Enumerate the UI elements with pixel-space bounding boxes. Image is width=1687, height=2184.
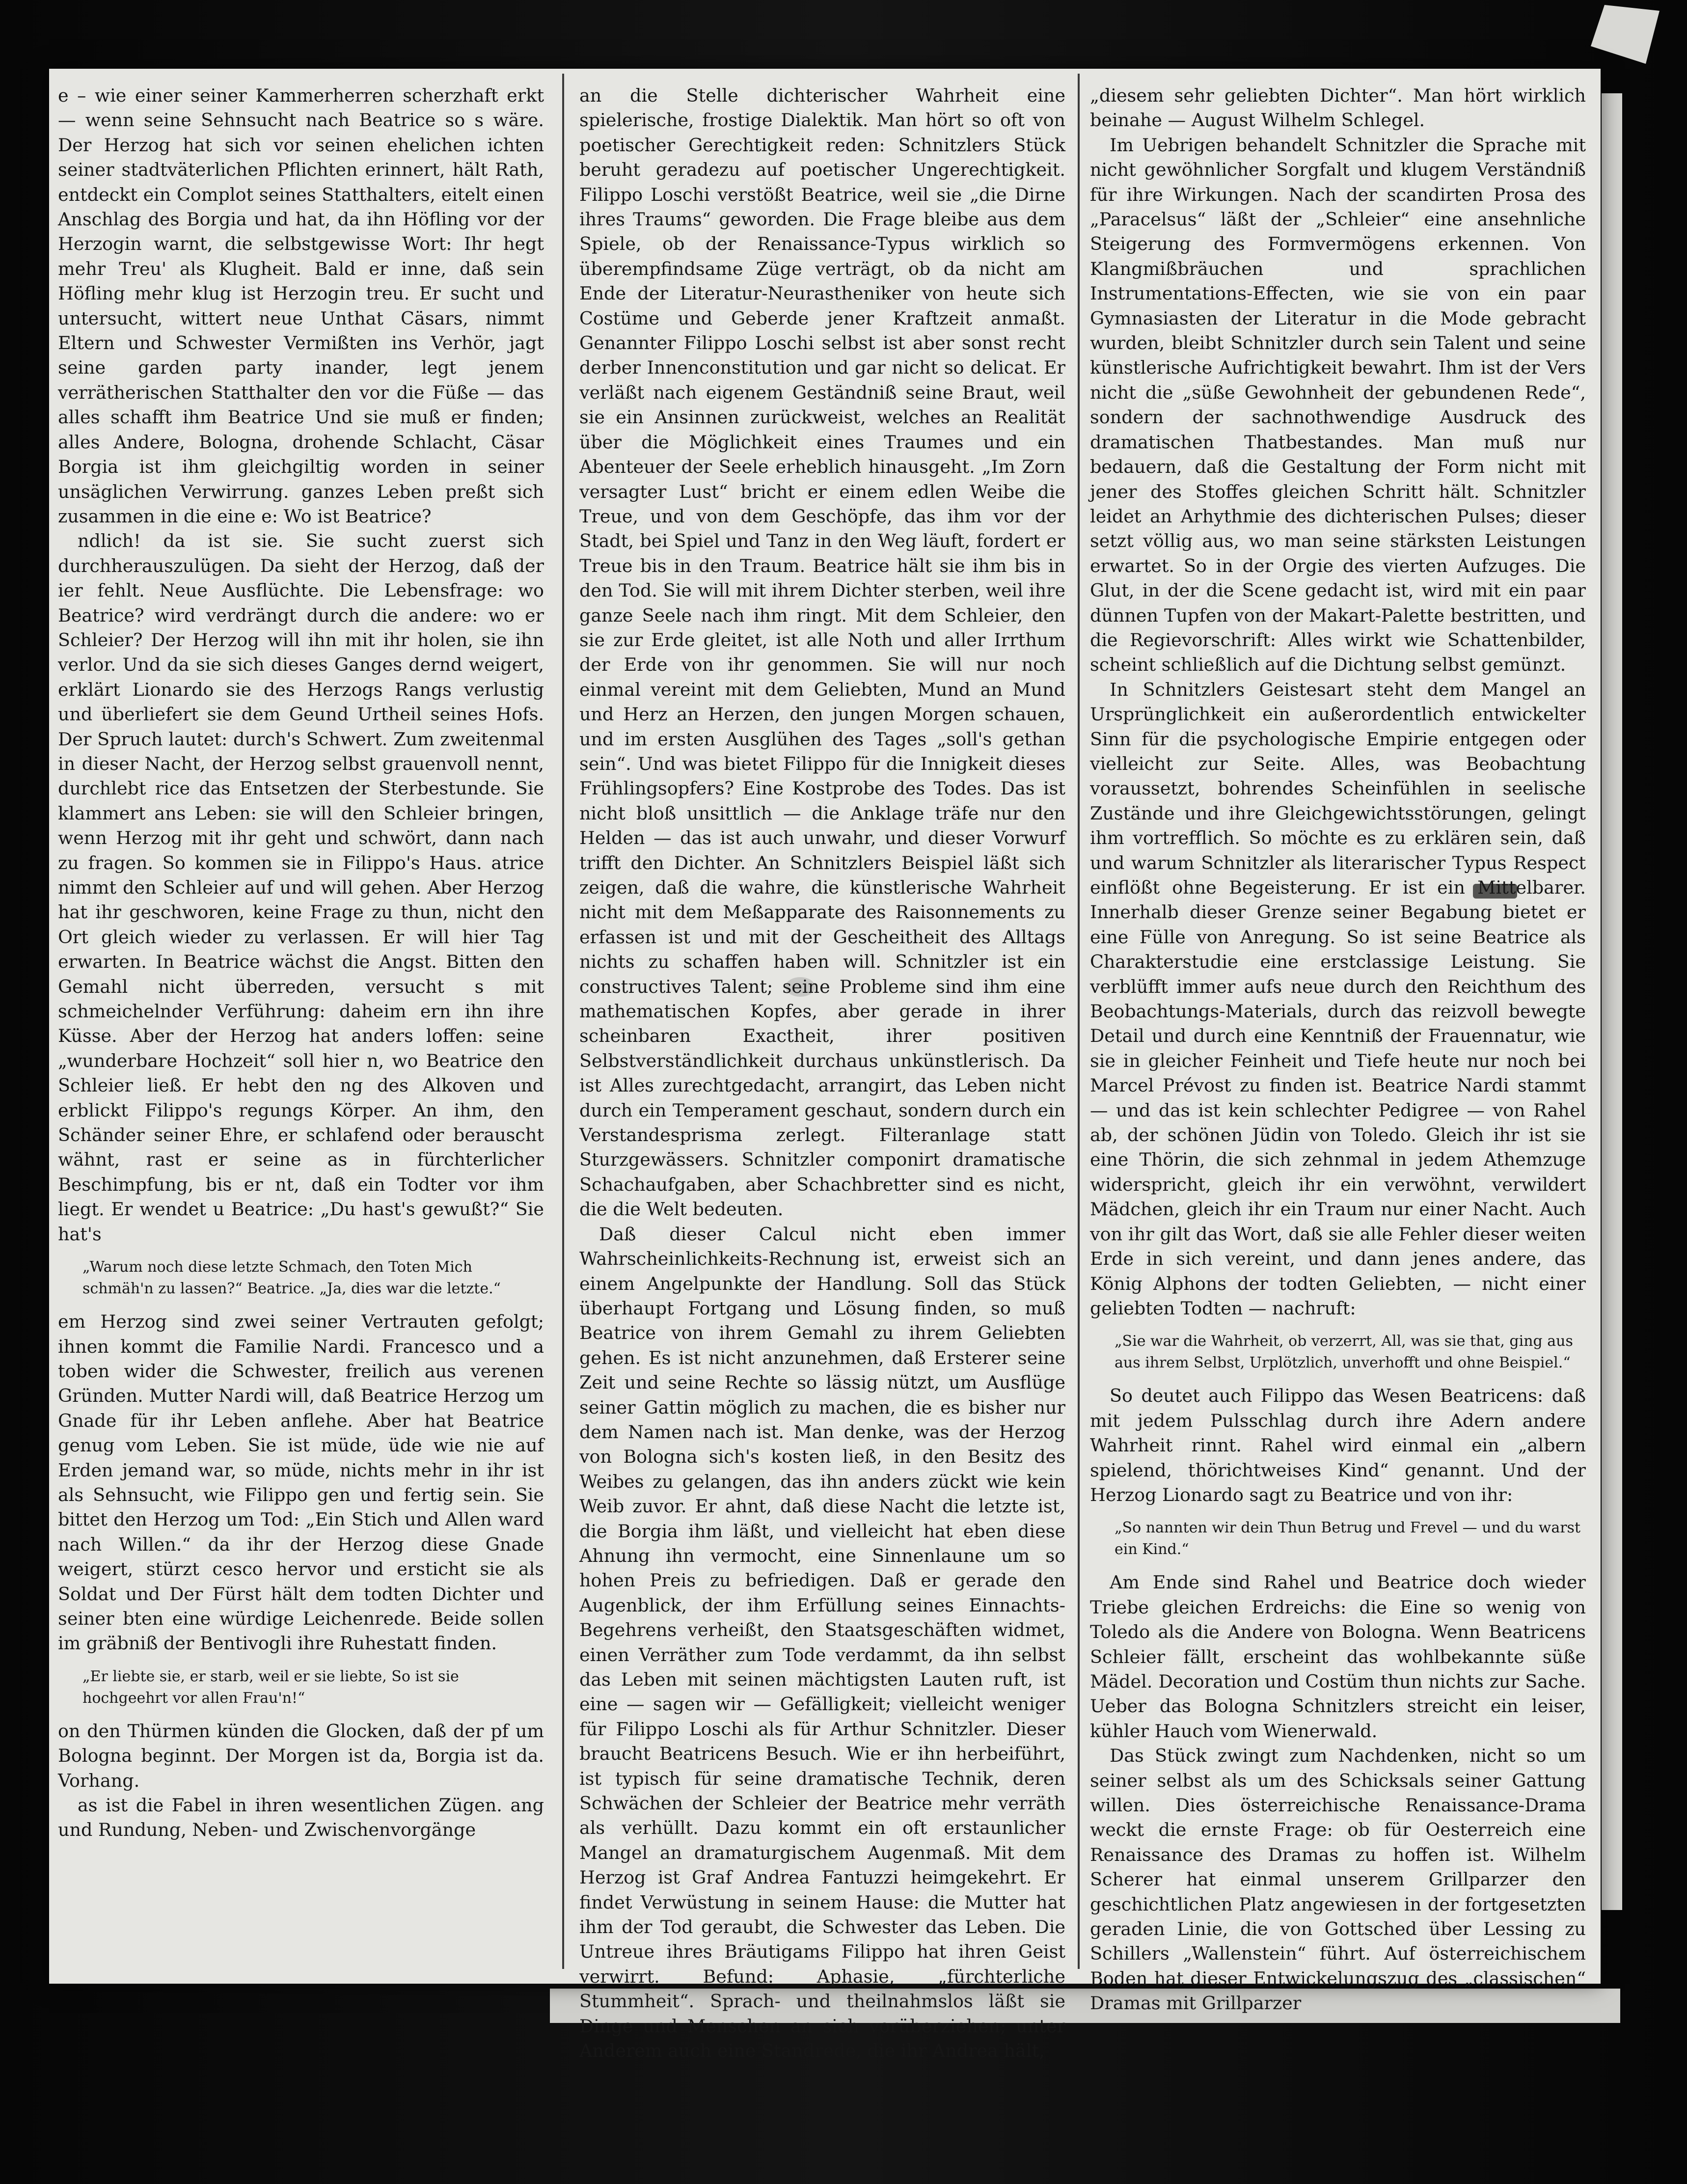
- column-2: [579, 83, 1065, 2062]
- paragraph: „diesem sehr geliebten Dichter“. Man hört wirklich beinahe — August Wilhelm Schlegel.: [1090, 85, 1586, 131]
- verse-quote: „So nannten wir dein Thun Betrug und Frevel — und du warst ein Kind.“: [1115, 1519, 1580, 1558]
- column-rule-2: [1078, 74, 1080, 1969]
- paragraph: Im Uebrigen behandelt Schnitzler die Sprache mit nicht gewöhnlicher Sorgfalt und klugem Verständniß für ihre Wirkungen. Nach der scandirten Prosa des „Paracelsus“ läßt der „Schleier“ eine ansehnliche Steigerung des Formvermögens erkennen. Von Klangmißbräuchen und sprachlichen Instrumentations-Effecten, wie sie von ein paar Gymnasiasten der Literatur in die Mode gebracht wurden, bleibt Schnitzler durch sein Talent und seine künstlerische Aufrichtigkeit bewahrt. Ihm ist der Vers nicht die „süße Gewohnheit der gebundenen Rede“, sondern der sachnothwendige Ausdruck des dramatischen Thatbestandes. Man muß nur bedauern, daß die Gestaltung der Form nicht mit jener des Stoffes gleichen Schritt hält. Schnitzler leidet an Arhythmie des dichterischen Pulses; dieser setzt völlig aus, wo man seine stärksten Leistungen erwartet. So in der Orgie des vierten Aufzuges. Die Glut, in der die Scene gedacht ist, wird mit ein paar dünnen Tupfen von der Makart-Palette bestritten, und die Regievorschrift: Alles wirkt wie Schattenbilder, scheint schließlich auf die Dichtung selbst gemünzt.: [1090, 134, 1586, 676]
- column-rule-1: [562, 74, 564, 1969]
- newspaper-page: [49, 69, 1601, 2062]
- column-3: [1090, 83, 1586, 2014]
- verse-quote: „Sie war die Wahrheit, ob verzerrt, All, was sie that, ging aus aus ihrem Selbst, Urplötzlich, unverhofft und ohne Beispiel.“: [1115, 1333, 1573, 1372]
- paragraph: an die Stelle dichterischer Wahrheit eine spielerische, frostige Dialektik. Man hört so oft von poetischer Gerechtigkeit reden: Schnitzlers Stück beruht geradezu auf poetischer Ungerechtigkeit. Filippo Loschi verstößt Beatrice, weil sie „die Dirne ihres Traums“ geworden. Die Frage bleibe aus dem Spiele, ob der Renaissance-Typus wirklich so überempfindsame Züge verträgt, ob da nicht am Ende der Literatur-Neurastheniker von heute sich Costüme und Geberde jener Kraftzeit anmaßt. Genannter Filippo Loschi selbst ist aber sonst recht derber Innenconstitution und gar nicht so delicat. Er verläßt nach eigenem Geständniß seine Braut, weil sie ein Ansinnen zurückweist, welches an Realität über die Möglichkeit eines Traumes und ein Abenteuer der Seele erheblich hinausgeht. „Im Zorn versagter Lust“ bricht er einem edlen Weibe die Treue, und von dem Geschöpfe, das ihm vor der Stadt, bei Spiel und Tanz in den Weg läuft, fordert er Treue bis in den Traum. Beatrice hält sie ihm bis in den Tod. Sie will mit ihrem Dichter sterben, weil ihre ganze Seele nach ihm ringt. Mit dem Schleier, den sie zur Erde gleitet, ist alle Noth und aller Irrthum der Erde von ihr genommen. Sie will nur noch einmal vereint mit dem Geliebten, Mund an Mund und Herz an Herzen, den jungen Morgen schauen, und im ersten Ausglühen des Tages „soll's gethan sein“. Und was bietet Filippo für die Innigkeit dieses Frühlingsopfers? Eine Kostprobe des Todes. Das ist nicht bloß unsittlich — die Anklage träfe nur den Helden — das ist auch unwahr, und dieser Vorwurf trifft den Dichter. An Schnitzlers Beispiel läßt sich zeigen, daß die wahre, die künstlerische Wahrheit nicht mit dem Meßapparate des Raisonnements zu erfassen ist und mit der Gescheitheit des Alltags nichts zu schaffen haben will. Schnitzler ist ein constructives Talent; seine Probleme sind ihm eine mathematischen Kopfes, aber gerade in ihrer scheinbaren Exactheit, ihrer positiven Selbstverständlichkeit durchaus unkünstlerisch. Da ist Alles zurechtgedacht, arrangirt, das Leben nicht durch ein Temperament geschaut, sondern durch ein Verstandesprisma zerlegt. Filteranlage statt Sturzgewässers. Schnitzler componirt dramatische Schachaufgaben, aber Schachbretter sind es nicht, die die Welt bedeuten.: [579, 85, 1065, 1220]
- paragraph: on den Thürmen künden die Glocken, daß der pf um Bologna beginnt. Der Morgen ist da, Borgia ist da. Vorhang.: [58, 1720, 544, 1791]
- column-1: [58, 83, 544, 1969]
- paragraph: Das Stück zwingt zum Nachdenken, nicht so um seiner selbst als um des Schicksals seiner Gattung willen. Dies österreichische Renaissance-Drama weckt die ernste Frage: ob für Oesterreich eine Renaissance des Dramas zu hoffen ist. Wilhelm Scherer hat einmal unserem Grillparzer den geschichtlichen Platz angewiesen in der fortgesetzten geraden Linie, die von Gottsched über Lessing zu Schillers „Wallenstein“ führt. Auf österreichischem Boden hat dieser Entwickelungszug des „classischen“ Dramas mit Grillparzer: [1090, 1745, 1586, 2014]
- paragraph: em Herzog sind zwei seiner Vertrauten gefolgt; ihnen kommt die Familie Nardi. Francesco und a toben wider die Schwester, freilich aus verenen Gründen. Mutter Nardi will, daß Beatrice Herzog um Gnade für ihr Leben anflehe. Aber hat Beatrice genug vom Leben. Sie ist müde, üde wie nie auf Erden jemand war, so müde, nichts mehr in ihr ist als Sehnsucht, wie Filippo gen und fertig sein. Sie bittet den Herzog um Tod: „Ein Stich und Allen ward nach Willen.“ da ihr der Herzog diese Gnade weigert, stürzt cesco hervor und ersticht sie als Soldat und Der Fürst hält dem todten Dichter und seiner bten eine würdige Leichenrede. Beide sollen im gräbniß der Bentivogli ihre Ruhestatt finden.: [58, 1311, 544, 1654]
- paragraph: Am Ende sind Rahel und Beatrice doch wieder Triebe gleichen Erdreichs: die Eine so wenig von Toledo als die Andere von Bologna. Wenn Beatricens Schleier fällt, erscheint das wohlbekannte süße Mädel. Decoration und Costüm thun nichts zur Sache. Ueber das Bologna Schnitzlers streicht ein leiser, kühler Hauch vom Wienerwald.: [1090, 1572, 1586, 1742]
- verse-quote: „Warum noch diese letzte Schmach, den Toten Mich schmäh'n zu lassen?“ Beatrice. „Ja, dies war die letzte.“: [82, 1258, 501, 1298]
- paragraph: So deutet auch Filippo das Wesen Beatricens: daß mit jedem Pulsschlag durch ihre Adern andere Wahrheit rinnt. Rahel wird einmal ein „albern spielend, thörichtweises Kind“ genannt. Und der Herzog Lionardo sagt zu Beatrice und von ihr:: [1090, 1385, 1586, 1505]
- page-edge-right: [1602, 93, 1622, 1910]
- paragraph: e – wie einer seiner Kammerherren scherzhaft erkt — wenn seine Sehnsucht nach Beatrice so s wäre. Der Herzog hat sich vor seinen ehelichen ichten seiner stadtväterlichen Pflichten erinnert, hält Rath, entdeckt ein Complot seines Statthalters, eitelt einen Anschlag des Borgia und hat, da ihn Höfling vor der Herzogin warnt, die selbstgewisse Wort: Ihr hegt mehr Treu' als Klugheit. Bald er inne, daß sein Höfling mehr klug ist Herzogin treu. Er sucht und untersucht, wittert neue Unthat Cäsars, nimmt Eltern und Schwester Vermißten ins Verhör, jagt seine garden party inander, legt jenem verrätherischen Statthalter den vor die Füße — das alles schafft ihm Beatrice Und sie muß er finden; alles Andere, Bologna, drohende Schlacht, Cäsar Borgia ist ihm gleichgiltig worden in seiner unsäglichen Verwirrung. ganzes Leben preßt sich zusammen in die eine e: Wo ist Beatrice?: [58, 85, 544, 527]
- paragraph: ndlich! da ist sie. Sie sucht zuerst sich durchherauszulügen. Da sieht der Herzog, daß der ier fehlt. Neue Ausflüchte. Die Lebensfrage: wo Beatrice? wird verdrängt durch die andere: wo er Schleier? Der Herzog will ihn mit ihr holen, sie ihn verlor. Und da sie sich dieses Ganges dernd weigert, erklärt Lionardo sie des Herzogs Rangs verlustig und überliefert sie dem Geund Urtheil seines Hofs. Der Spruch lautet: durch's Schwert. Zum zweitenmal in dieser Nacht, der Herzog selbst grauenvoll nennt, durchlebt rice das Entsetzen der Sterbestunde. Sie klammert ans Leben: sie will den Schleier bringen, wenn Herzog mit ihr geht und schwört, dann nach zu fragen. So kommen sie in Filippo's Haus. atrice nimmt den Schleier auf und will gehen. Aber Herzog hat ihr geschworen, keine Frage zu thun, nicht den Ort gleich wieder zu verlassen. Er will hier Tag erwarten. In Beatrice wächst die Angst. Bitten den Gemahl nicht überreden, versucht s mit schmeichelnder Verführung: daheim ern ihn ihre Küsse. Aber der Herzog hat anders loffen: seine „wunderbare Hochzeit“ soll hier n, wo Beatrice den Schleier ließ. Er hebt den ng des Alkoven und erblickt Filippo's regungs Körper. An ihm, den Schänder seiner Ehre, er schlafend oder berauscht wähnt, rast er seine as in fürchterlicher Beschimpfung, bis er nt, daß ein Todter vor ihm liegt. Er wendet u Beatrice: „Du hast's gewußt?“ Sie hat's: [58, 530, 544, 1245]
- paragraph: In Schnitzlers Geistesart steht dem Mangel an Ursprünglichkeit ein außerordentlich entwickelter Sinn für die psychologische Empirie entgegen oder vielleicht zur Seite. Alles, was Beobachtung voraussetzt, bohrendes Scheinfühlen in seelische Zustände und ihre Gleichgewichtsstörungen, gelingt ihm vortrefflich. So möchte es zu erklären sein, daß und warum Schnitzler als literarischer Typus Respect einflößt ohne Begeisterung. Er ist ein Mittelbarer. Innerhalb dieser Grenze seiner Begabung bietet er eine Fülle von Anregung. So ist seine Beatrice als Charakterstudie eine erstclassige Leistung. Sie verblüfft immer aufs neue durch den Reichthum des Beobachtungs-Materials, durch das reizvoll bewegte Detail und durch eine Kenntniß der Frauennatur, wie sie in gleicher Feinheit und Tiefe heute nur noch bei Marcel Prévost zu finden ist. Beatrice Nardi stammt — und das ist kein schlechter Pedigree — von Rahel ab, der schönen Jüdin von Toledo. Gleich ihr ist sie eine Thörin, die sich zehnmal in jedem Athemzuge widerspricht, gleich ihr ein verwöhnt, verwildert Mädchen, gleich ihr ein Traum nur einer Nacht. Auch von ihr gilt das Wort, daß sie alle Fehler dieser weiten Erde in sich vereint, und dann jenes andere, das König Alphons der todten Geliebten, — nicht einer geliebten Todten — nachruft:: [1090, 679, 1586, 1319]
- paragraph: Daß dieser Calcul nicht eben immer Wahrscheinlichkeits-Rechnung ist, erweist sich an einem Angelpunkte der Handlung. Soll das Stück überhaupt Fortgang und Lösung finden, so muß Beatrice von ihrem Gemahl zu ihrem Geliebten gehen. Es ist nicht anzunehmen, daß Ersterer seine Zeit und seine Rechte so lässig nützt, um Ausflüge seiner Gattin möglich zu machen, die es bisher nur dem Namen nach ist. Man denke, was der Herzog von Bologna sich's kosten ließ, in den Besitz des Weibes zu gelangen, das ihn anders zückt wie kein Weib zuvor. Er ahnt, daß diese Nacht die letzte ist, die Borgia ihm läßt, und vielleicht hat eben diese Ahnung ihn vermocht, eine Sinnenlaune um so hohen Preis zu befriedigen. Daß er gerade den Augenblick, der ihm Erfüllung seines Einnachts-Begehrens verheißt, den Staatsgeschäften widmet, einen Verräther zum Tode verdammt, da ihn selbst das Leben mit seinen mächtigsten Lauten ruft, ist eine — sagen wir — Gefälligkeit; vielleicht weniger für Filippo Loschi als für Arthur Schnitzler. Dieser braucht Beatricens Besuch. Wie er ihn herbeiführt, ist typisch für seine dramatische Technik, deren Schwächen der Schleier der Beatrice mehr verräth als verhüllt. Dazu kommt ein oft erstaunlicher Mangel an dramaturgischem Augenmaß. Mit dem Herzog ist Graf Andrea Fantuzzi heimgekehrt. Er findet Verwüstung in seinem Hause: die Mutter hat ihm der Tod geraubt, die Schwester das Leben. Die Untreue ihres Bräutigams Filippo hat ihren Geist verwirrt. Befund: Aphasie, „fürchterliche Stummheit“. Sprach- und theilnahmslos läßt sie Dinge und Menschen an sich vorüberziehen; unter Anderem auch eine Standrede, die ihr Andrea hält,: [579, 1223, 1065, 2062]
- paragraph: as ist die Fabel in ihren wesentlichen Zügen. ang und Rundung, Neben- und Zwischenvorgänge: [58, 1795, 544, 1841]
- verse-quote: „Er liebte sie, er starb, weil er sie liebte, So ist sie hochgeehrt vor allen Frau'n!“: [82, 1667, 459, 1707]
